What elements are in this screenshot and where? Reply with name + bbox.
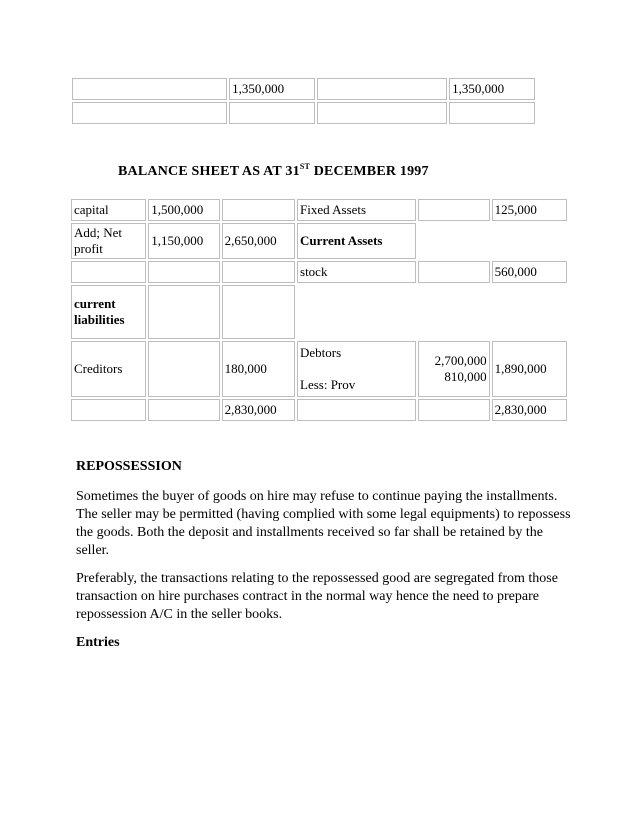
- table-row: [71, 261, 567, 283]
- table-cell: [297, 285, 567, 339]
- less-prov-label: Less: Prov: [300, 377, 356, 392]
- table-row: [72, 78, 535, 100]
- capital-value: 1,500,000: [148, 199, 219, 221]
- debtors-label: Debtors: [300, 345, 342, 360]
- total-right: 2,830,000: [492, 399, 567, 421]
- table-cell: [222, 285, 295, 339]
- prov-value: 810,000: [444, 369, 487, 384]
- debtors-value: 2,700,000: [434, 353, 487, 368]
- fixed-assets-label: Fixed Assets: [297, 199, 416, 221]
- current-assets-label: Current Assets: [297, 223, 416, 259]
- debtors-values-cell: [418, 341, 489, 397]
- table-row: [71, 399, 567, 421]
- capital-label: capital: [71, 199, 146, 221]
- balance-sheet-table: [69, 197, 569, 423]
- table-cell: [71, 261, 146, 283]
- current-liabilities-label: current liabilities: [71, 285, 146, 339]
- capital-total: 2,650,000: [222, 223, 295, 259]
- entries-title: Entries: [76, 635, 120, 650]
- table-cell: [72, 78, 227, 100]
- table-cell: [148, 261, 219, 283]
- table-cell: [418, 261, 489, 283]
- stock-value: 560,000: [492, 261, 567, 283]
- table-cell: [229, 102, 315, 124]
- repossession-title: REPOSSESSION: [76, 459, 182, 474]
- table-cell: [317, 78, 447, 100]
- table-cell: [148, 399, 219, 421]
- table-cell: [297, 399, 416, 421]
- debtors-cell: [297, 341, 416, 397]
- table-row: [72, 102, 535, 124]
- creditors-value: 180,000: [222, 341, 295, 397]
- table-row: [71, 341, 567, 397]
- stock-label: stock: [297, 261, 416, 283]
- table-row: [71, 285, 567, 339]
- table-cell: [418, 399, 489, 421]
- creditors-label: Creditors: [71, 341, 146, 397]
- repossession-paragraph-2: Preferably, the transactions relating to the repossessed good are segregated from those transaction on hire purchases contract in the normal way hence the need to prepare repossession A/C in the seller books.: [76, 571, 558, 622]
- net-debtors-value: 1,890,000: [492, 341, 567, 397]
- table-cell: [72, 102, 227, 124]
- repossession-paragraph-1: Sometimes the buyer of goods on hire may refuse to continue paying the installments. The seller may be permitted (having complied with some legal equipments) to repossess the goods. Both the deposit and installments received so far shall be retained by the seller.: [76, 489, 571, 558]
- table-cell: [317, 102, 447, 124]
- net-profit-value: 1,150,000: [148, 223, 219, 259]
- table-cell: [449, 102, 535, 124]
- table-row: [71, 199, 567, 221]
- table-cell: [418, 223, 567, 259]
- top-ledger-table: [70, 76, 537, 126]
- table-cell: [148, 285, 219, 339]
- table-cell: [71, 399, 146, 421]
- table-cell: 1,350,000: [229, 78, 315, 100]
- table-cell: [222, 261, 295, 283]
- fixed-assets-value: 125,000: [492, 199, 567, 221]
- balance-sheet-heading: [118, 164, 429, 180]
- heading-prefix: BALANCE SHEET AS AT 31: [118, 164, 300, 179]
- table-row: [71, 223, 567, 259]
- total-left: 2,830,000: [222, 399, 295, 421]
- table-cell: 1,350,000: [449, 78, 535, 100]
- heading-suffix: DECEMBER 1997: [310, 164, 429, 179]
- add-net-profit-label: Add; Net profit: [71, 223, 146, 259]
- table-cell: [222, 199, 295, 221]
- table-cell: [148, 341, 219, 397]
- heading-superscript: ST: [299, 162, 310, 171]
- table-cell: [418, 199, 489, 221]
